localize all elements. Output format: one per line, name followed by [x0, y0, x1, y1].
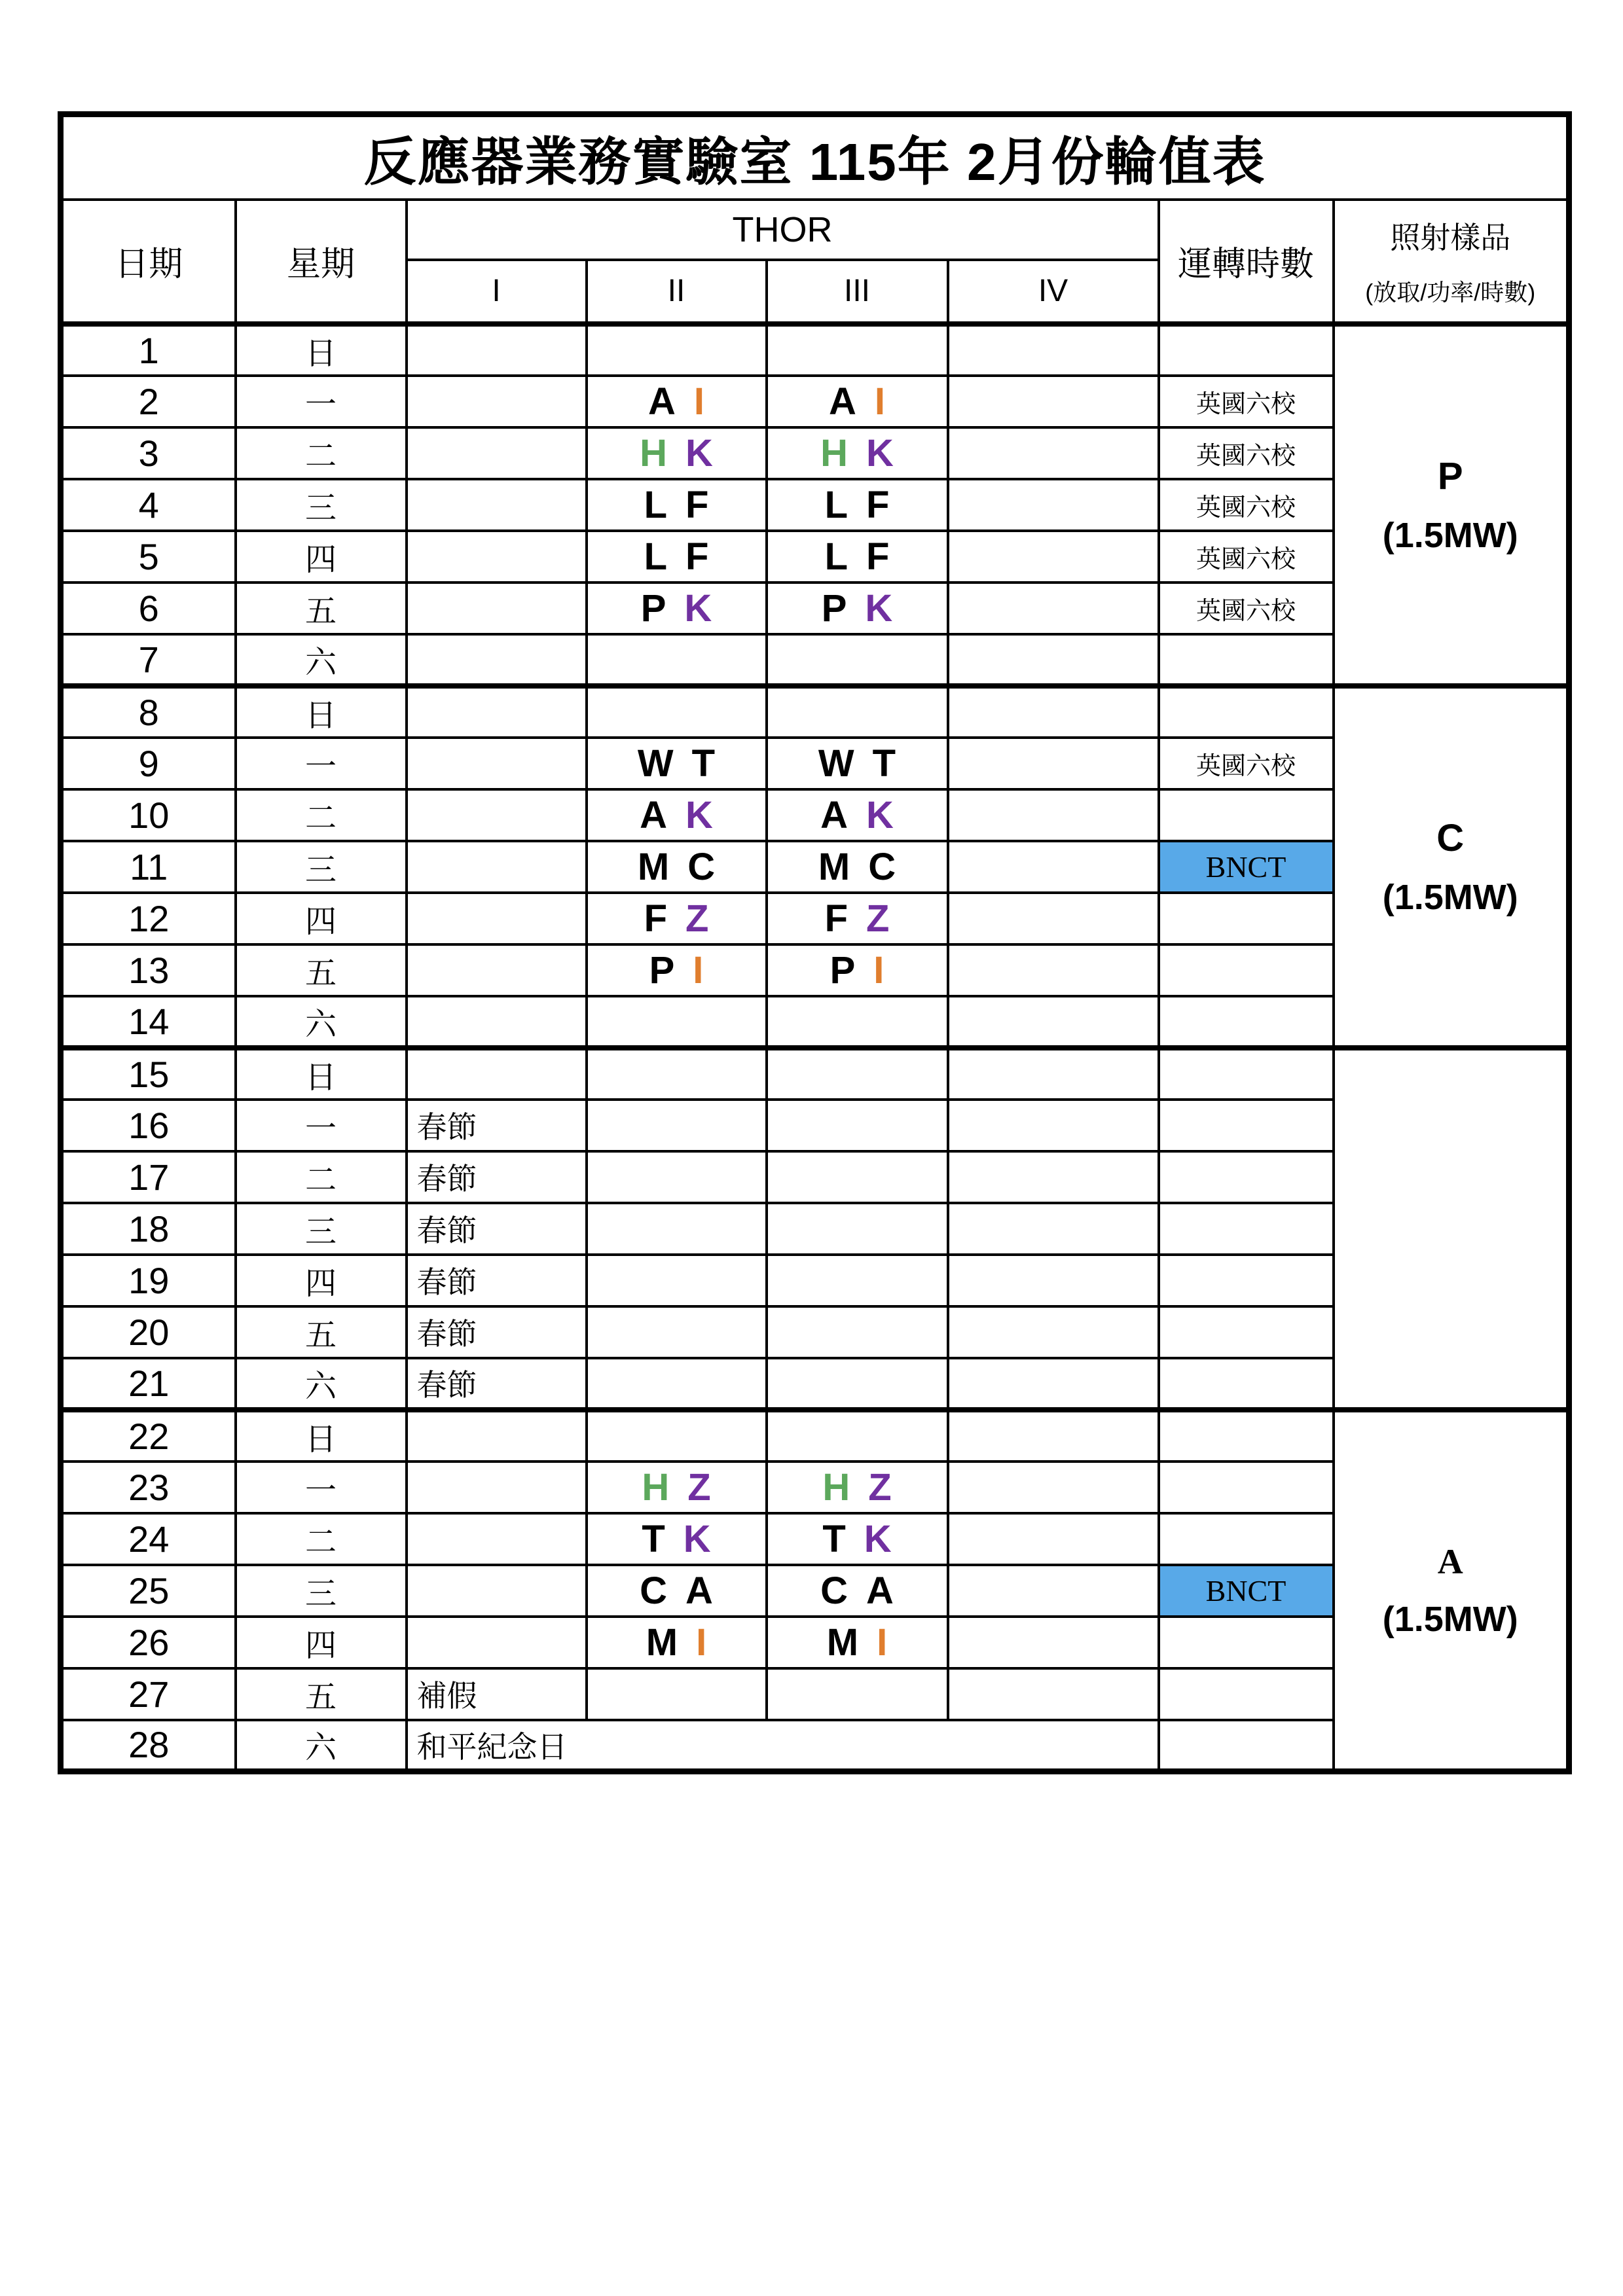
shift-cell-2 — [587, 427, 767, 479]
duty-letter: C — [640, 1569, 667, 1612]
duty-letter: K — [683, 1517, 711, 1560]
op-hours-cell — [1159, 1048, 1334, 1100]
op-hours-cell — [1159, 1668, 1334, 1720]
shift-cell-2 — [587, 1358, 767, 1410]
shift-cell-3 — [767, 944, 948, 996]
weekday-cell: 三 — [236, 1565, 407, 1617]
date-cell: 19 — [61, 1255, 236, 1306]
shift-cell-1 — [407, 738, 587, 789]
duty-letter: Z — [866, 897, 890, 940]
col-header-shift-4: IV — [948, 260, 1159, 324]
weekday-cell: 五 — [236, 583, 407, 634]
holiday-cell: 春節 — [407, 1255, 587, 1306]
weekday-cell: 二 — [236, 427, 407, 479]
sample-cell — [1334, 324, 1569, 686]
op-hours-cell: 英國六校 — [1159, 531, 1334, 583]
duty-letter: F — [824, 897, 848, 940]
op-hours-cell — [1159, 1720, 1334, 1772]
weekday-cell: 二 — [236, 789, 407, 841]
weekday-cell: 五 — [236, 1306, 407, 1358]
weekday-cell: 日 — [236, 1410, 407, 1462]
shift-cell-4 — [948, 324, 1159, 376]
duty-letter: C — [868, 845, 896, 888]
date-cell: 25 — [61, 1565, 236, 1617]
weekday-cell: 一 — [236, 1100, 407, 1151]
col-header-op-hours: 運轉時數 — [1159, 200, 1334, 324]
weekday-cell: 日 — [236, 686, 407, 738]
duty-letter: W — [818, 742, 854, 785]
bnct-cell: BNCT — [1159, 1565, 1334, 1617]
shift-cell-4 — [948, 1100, 1159, 1151]
sample-cell — [1334, 1410, 1569, 1772]
shift-cell-3 — [767, 996, 948, 1048]
shift-cell-4 — [948, 1513, 1159, 1565]
sample-power: (1.5MW) — [1382, 515, 1518, 555]
op-hours-cell — [1159, 686, 1334, 738]
date-cell: 3 — [61, 427, 236, 479]
date-cell: 18 — [61, 1203, 236, 1255]
sample-cell — [1334, 686, 1569, 1048]
date-cell: 6 — [61, 583, 236, 634]
date-cell: 22 — [61, 1410, 236, 1462]
shift-cell-3 — [767, 1513, 948, 1565]
shift-cell-1 — [407, 1617, 587, 1668]
duty-letter: C — [687, 845, 716, 888]
duty-letter: L — [644, 483, 667, 526]
duty-letter: K — [866, 793, 894, 836]
shift-cell-4 — [948, 1617, 1159, 1668]
date-cell: 26 — [61, 1617, 236, 1668]
duty-letter: F — [685, 535, 709, 578]
shift-cell-3 — [767, 1306, 948, 1358]
shift-cell-1 — [407, 324, 587, 376]
date-cell: 15 — [61, 1048, 236, 1100]
shift-cell-3 — [767, 376, 948, 427]
shift-cell-2 — [587, 1048, 767, 1100]
date-cell: 11 — [61, 841, 236, 893]
shift-cell-4 — [948, 1462, 1159, 1513]
shift-cell-4 — [948, 789, 1159, 841]
op-hours-cell — [1159, 1617, 1334, 1668]
shift-cell-2 — [587, 1617, 767, 1668]
duty-roster-sheet — [58, 111, 1572, 1774]
duty-letter: K — [865, 586, 893, 630]
shift-cell-2 — [587, 893, 767, 944]
shift-cell-3 — [767, 583, 948, 634]
weekday-cell: 五 — [236, 944, 407, 996]
date-cell: 21 — [61, 1358, 236, 1410]
duty-letter: M — [826, 1621, 859, 1664]
shift-cell-1 — [407, 893, 587, 944]
duty-letter: P — [830, 948, 856, 992]
weekday-cell: 四 — [236, 531, 407, 583]
shift-cell-4 — [948, 1203, 1159, 1255]
op-hours-cell — [1159, 1513, 1334, 1565]
shift-cell-2 — [587, 996, 767, 1048]
shift-cell-4 — [948, 634, 1159, 686]
shift-cell-4 — [948, 583, 1159, 634]
col-header-thor: THOR — [407, 200, 1159, 260]
duty-letter: P — [649, 948, 675, 992]
duty-letter: A — [685, 1569, 713, 1612]
duty-letter: A — [828, 380, 856, 423]
shift-cell-1 — [407, 841, 587, 893]
duty-letter: I — [874, 380, 885, 423]
duty-letter: F — [685, 483, 709, 526]
weekday-cell: 六 — [236, 1720, 407, 1772]
duty-letter: W — [637, 742, 674, 785]
op-hours-cell — [1159, 789, 1334, 841]
shift-cell-1 — [407, 634, 587, 686]
duty-letter: K — [685, 431, 713, 475]
duty-letter: I — [873, 948, 884, 992]
date-cell: 17 — [61, 1151, 236, 1203]
date-cell: 20 — [61, 1306, 236, 1358]
date-cell: 16 — [61, 1100, 236, 1151]
shift-cell-2 — [587, 1668, 767, 1720]
shift-cell-1 — [407, 427, 587, 479]
weekday-cell: 一 — [236, 376, 407, 427]
weekday-cell: 日 — [236, 1048, 407, 1100]
shift-cell-1 — [407, 1565, 587, 1617]
duty-letter: F — [866, 535, 890, 578]
page-title: 反應器業務實驗室 115年 2月份輪值表 — [61, 115, 1569, 200]
duty-letter: L — [824, 483, 848, 526]
sample-label: C — [1436, 816, 1465, 859]
duty-letter: Z — [687, 1465, 711, 1509]
shift-cell-2 — [587, 1151, 767, 1203]
op-hours-cell: 英國六校 — [1159, 738, 1334, 789]
shift-cell-3 — [767, 1100, 948, 1151]
shift-cell-3 — [767, 789, 948, 841]
weekday-cell: 四 — [236, 893, 407, 944]
shift-cell-3 — [767, 1462, 948, 1513]
sample-cell — [1334, 1048, 1569, 1410]
shift-cell-4 — [948, 841, 1159, 893]
duty-letter: I — [877, 1621, 888, 1664]
col-header-weekday: 星期 — [236, 200, 407, 324]
date-cell: 8 — [61, 686, 236, 738]
duty-letter: H — [640, 431, 667, 475]
holiday-cell: 春節 — [407, 1306, 587, 1358]
shift-cell-4 — [948, 1151, 1159, 1203]
shift-cell-2 — [587, 1306, 767, 1358]
weekday-cell: 一 — [236, 1462, 407, 1513]
shift-cell-3 — [767, 1565, 948, 1617]
shift-cell-4 — [948, 996, 1159, 1048]
holiday-cell: 和平紀念日 — [407, 1720, 1159, 1772]
shift-cell-4 — [948, 893, 1159, 944]
date-cell: 10 — [61, 789, 236, 841]
shift-cell-3 — [767, 841, 948, 893]
shift-cell-1 — [407, 376, 587, 427]
duty-letter: M — [637, 845, 670, 888]
op-hours-cell — [1159, 1410, 1334, 1462]
shift-cell-1 — [407, 479, 587, 531]
weekday-cell: 四 — [236, 1617, 407, 1668]
op-hours-cell: 英國六校 — [1159, 583, 1334, 634]
shift-cell-2 — [587, 1462, 767, 1513]
weekday-cell: 四 — [236, 1255, 407, 1306]
date-cell: 2 — [61, 376, 236, 427]
col-header-sample — [1334, 200, 1569, 324]
sample-power: (1.5MW) — [1382, 877, 1518, 917]
weekday-cell: 三 — [236, 479, 407, 531]
op-hours-cell: 英國六校 — [1159, 427, 1334, 479]
duty-letter: F — [866, 483, 890, 526]
date-cell: 9 — [61, 738, 236, 789]
shift-cell-1 — [407, 686, 587, 738]
shift-cell-1 — [407, 1048, 587, 1100]
op-hours-cell — [1159, 944, 1334, 996]
shift-cell-3 — [767, 324, 948, 376]
duty-letter: M — [646, 1621, 678, 1664]
date-cell: 5 — [61, 531, 236, 583]
weekday-cell: 三 — [236, 841, 407, 893]
shift-cell-2 — [587, 789, 767, 841]
sample-label: P — [1437, 454, 1463, 497]
shift-cell-2 — [587, 738, 767, 789]
shift-cell-4 — [948, 531, 1159, 583]
op-hours-cell — [1159, 1203, 1334, 1255]
weekday-cell: 三 — [236, 1203, 407, 1255]
shift-cell-2 — [587, 634, 767, 686]
weekday-cell: 六 — [236, 634, 407, 686]
holiday-cell: 春節 — [407, 1100, 587, 1151]
shift-cell-4 — [948, 1048, 1159, 1100]
op-hours-cell — [1159, 1100, 1334, 1151]
shift-cell-3 — [767, 531, 948, 583]
op-hours-cell — [1159, 1255, 1334, 1306]
bnct-cell: BNCT — [1159, 841, 1334, 893]
duty-letter: H — [820, 431, 848, 475]
date-cell: 4 — [61, 479, 236, 531]
duty-letter: A — [820, 793, 848, 836]
shift-cell-2 — [587, 479, 767, 531]
shift-cell-1 — [407, 944, 587, 996]
shift-cell-4 — [948, 1565, 1159, 1617]
shift-cell-3 — [767, 1410, 948, 1462]
shift-cell-2 — [587, 1410, 767, 1462]
date-cell: 1 — [61, 324, 236, 376]
sample-header-title: 照射樣品 — [1390, 221, 1511, 255]
date-cell: 28 — [61, 1720, 236, 1772]
shift-cell-4 — [948, 944, 1159, 996]
date-cell: 13 — [61, 944, 236, 996]
shift-cell-1 — [407, 531, 587, 583]
shift-cell-2 — [587, 583, 767, 634]
holiday-cell: 春節 — [407, 1358, 587, 1410]
shift-cell-3 — [767, 1151, 948, 1203]
shift-cell-3 — [767, 1668, 948, 1720]
header-row-top — [61, 200, 1569, 260]
shift-cell-2 — [587, 686, 767, 738]
op-hours-cell — [1159, 1306, 1334, 1358]
table-row — [61, 686, 1569, 738]
shift-cell-2 — [587, 1565, 767, 1617]
table-row — [61, 1410, 1569, 1462]
weekday-cell: 六 — [236, 996, 407, 1048]
duty-letter: T — [872, 742, 896, 785]
duty-letter: L — [644, 535, 667, 578]
shift-cell-2 — [587, 324, 767, 376]
sample-header-subtitle: (放取/功率/時數) — [1365, 279, 1536, 306]
duty-letter: A — [647, 380, 676, 423]
holiday-cell: 春節 — [407, 1203, 587, 1255]
shift-cell-3 — [767, 1048, 948, 1100]
duty-letter: Z — [685, 897, 709, 940]
weekday-cell: 日 — [236, 324, 407, 376]
date-cell: 7 — [61, 634, 236, 686]
shift-cell-4 — [948, 738, 1159, 789]
shift-cell-4 — [948, 1410, 1159, 1462]
op-hours-cell — [1159, 324, 1334, 376]
shift-cell-3 — [767, 738, 948, 789]
duty-letter: M — [818, 845, 850, 888]
date-cell: 14 — [61, 996, 236, 1048]
duty-letter: Z — [868, 1465, 892, 1509]
duty-letter: T — [822, 1517, 846, 1560]
sample-label: A — [1437, 1541, 1463, 1581]
duty-letter: K — [864, 1517, 892, 1560]
op-hours-cell: 英國六校 — [1159, 479, 1334, 531]
shift-cell-2 — [587, 1255, 767, 1306]
col-header-date: 日期 — [61, 200, 236, 324]
schedule-body — [61, 115, 1569, 1772]
duty-letter: H — [642, 1465, 670, 1509]
shift-cell-1 — [407, 789, 587, 841]
shift-cell-4 — [948, 427, 1159, 479]
duty-letter: I — [696, 1621, 707, 1664]
shift-cell-3 — [767, 427, 948, 479]
col-header-shift-1: I — [407, 260, 587, 324]
shift-cell-3 — [767, 893, 948, 944]
date-cell: 24 — [61, 1513, 236, 1565]
shift-cell-3 — [767, 634, 948, 686]
shift-cell-4 — [948, 1668, 1159, 1720]
duty-letter: H — [822, 1465, 850, 1509]
shift-cell-3 — [767, 1617, 948, 1668]
shift-cell-2 — [587, 531, 767, 583]
shift-cell-4 — [948, 1358, 1159, 1410]
duty-roster-table — [58, 111, 1572, 1774]
table-row — [61, 324, 1569, 376]
date-cell: 12 — [61, 893, 236, 944]
shift-cell-4 — [948, 1255, 1159, 1306]
weekday-cell: 二 — [236, 1513, 407, 1565]
shift-cell-2 — [587, 376, 767, 427]
date-cell: 27 — [61, 1668, 236, 1720]
holiday-cell: 補假 — [407, 1668, 587, 1720]
shift-cell-4 — [948, 1306, 1159, 1358]
op-hours-cell — [1159, 1151, 1334, 1203]
shift-cell-3 — [767, 686, 948, 738]
duty-letter: A — [866, 1569, 894, 1612]
shift-cell-3 — [767, 1255, 948, 1306]
col-header-shift-2: II — [587, 260, 767, 324]
title-row — [61, 115, 1569, 200]
weekday-cell: 五 — [236, 1668, 407, 1720]
op-hours-cell: 英國六校 — [1159, 376, 1334, 427]
shift-cell-4 — [948, 686, 1159, 738]
table-row — [61, 1048, 1569, 1100]
shift-cell-1 — [407, 583, 587, 634]
op-hours-cell — [1159, 1358, 1334, 1410]
shift-cell-3 — [767, 1358, 948, 1410]
duty-letter: C — [820, 1569, 848, 1612]
shift-cell-2 — [587, 1100, 767, 1151]
duty-letter: K — [685, 793, 713, 836]
op-hours-cell — [1159, 996, 1334, 1048]
col-header-shift-3: III — [767, 260, 948, 324]
holiday-cell: 春節 — [407, 1151, 587, 1203]
op-hours-cell — [1159, 893, 1334, 944]
shift-cell-4 — [948, 479, 1159, 531]
shift-cell-3 — [767, 1203, 948, 1255]
weekday-cell: 二 — [236, 1151, 407, 1203]
duty-letter: P — [821, 586, 847, 630]
shift-cell-1 — [407, 1462, 587, 1513]
shift-cell-2 — [587, 1513, 767, 1565]
shift-cell-1 — [407, 1410, 587, 1462]
shift-cell-4 — [948, 376, 1159, 427]
shift-cell-1 — [407, 1513, 587, 1565]
shift-cell-2 — [587, 841, 767, 893]
weekday-cell: 六 — [236, 1358, 407, 1410]
op-hours-cell — [1159, 1462, 1334, 1513]
duty-letter: I — [693, 948, 704, 992]
weekday-cell: 一 — [236, 738, 407, 789]
duty-letter: P — [640, 586, 666, 630]
duty-letter: F — [644, 897, 667, 940]
duty-letter: L — [824, 535, 848, 578]
op-hours-cell — [1159, 634, 1334, 686]
shift-cell-1 — [407, 996, 587, 1048]
shift-cell-3 — [767, 479, 948, 531]
duty-letter: I — [693, 380, 704, 423]
sample-power: (1.5MW) — [1382, 1599, 1518, 1639]
duty-letter: K — [866, 431, 894, 475]
shift-cell-2 — [587, 1203, 767, 1255]
duty-letter: A — [640, 793, 667, 836]
duty-letter: K — [684, 586, 712, 630]
duty-letter: T — [642, 1517, 665, 1560]
shift-cell-2 — [587, 944, 767, 996]
duty-letter: T — [691, 742, 716, 785]
date-cell: 23 — [61, 1462, 236, 1513]
